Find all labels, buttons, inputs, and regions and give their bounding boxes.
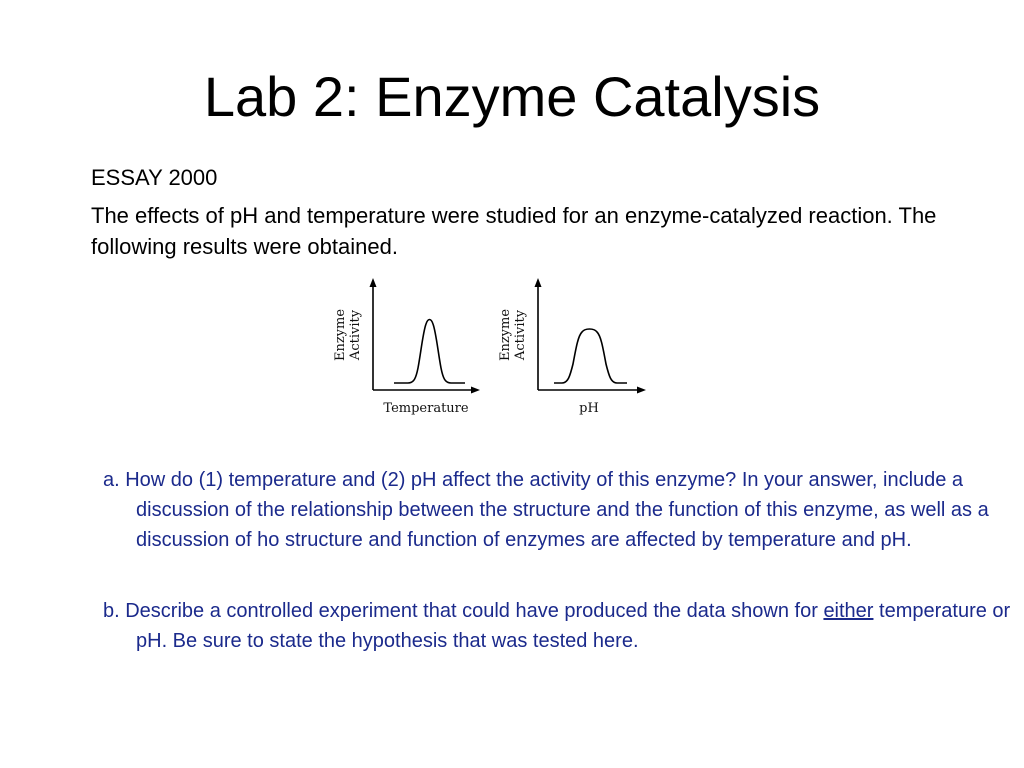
ph-x-label: pH <box>579 401 599 416</box>
question-b-suffix: temperature or pH. Be sure to state the hypothesis that was tested here. <box>136 600 1011 652</box>
question-b <box>103 596 1016 656</box>
ph-x-arrow <box>637 387 646 394</box>
temperature-y-label-line2: Activity <box>348 309 363 361</box>
temperature-curve <box>394 320 465 384</box>
temperature-graph <box>333 278 480 416</box>
slide-title: Lab 2: Enzyme Catalysis <box>203 65 821 128</box>
enzyme-activity-graphs <box>322 272 662 422</box>
question-a: a. How do (1) temperature and (2) pH affect the activity of this enzyme? In your answer, include a discussion of the relationship between the structure and the function of this enzyme, as well as a discussion of ho structure and function of enzymes are affected by temperature and pH. <box>103 469 989 551</box>
temperature-x-arrow <box>471 387 480 394</box>
question-b-underlined-word: either <box>823 600 874 622</box>
ph-y-label-line1: Enzyme <box>498 308 513 362</box>
question-b-prefix: b. Describe a controlled experiment that could have produced the data shown for <box>103 600 824 622</box>
temperature-y-arrow <box>370 278 377 287</box>
ph-y-arrow <box>535 278 542 287</box>
temperature-y-label-line1: Enzyme <box>333 308 348 362</box>
ph-graph <box>498 278 646 416</box>
essay-label: ESSAY 2000 <box>91 165 218 190</box>
intro-text: The effects of pH and temperature were studied for an enzyme-catalyzed reaction. The following results were obtained. <box>91 203 937 259</box>
temperature-x-label: Temperature <box>383 401 469 416</box>
enzyme-activity-figure <box>322 272 662 422</box>
ph-curve <box>554 329 627 383</box>
ph-y-label-line2: Activity <box>513 309 528 361</box>
